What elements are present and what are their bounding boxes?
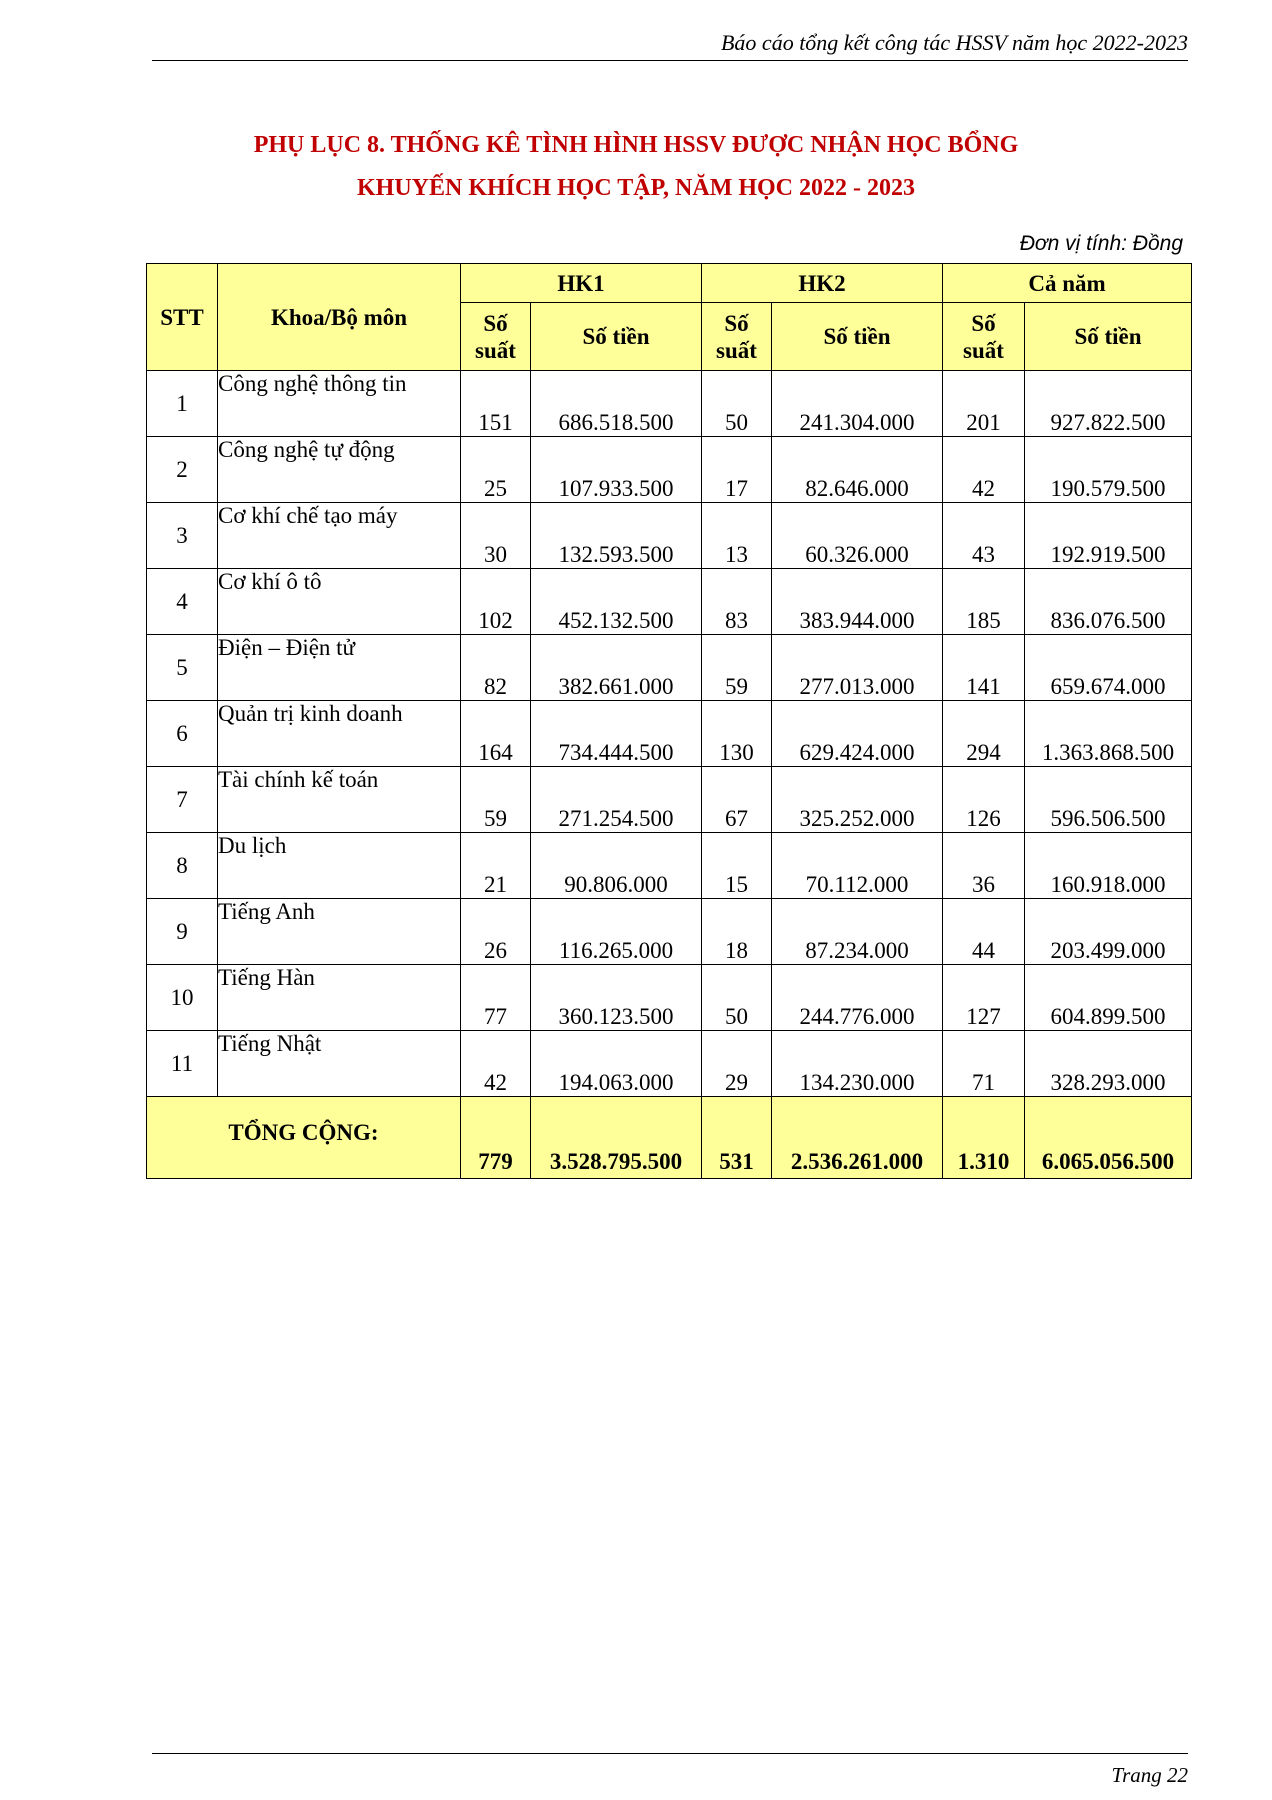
header-hk2-count: Số suất [702, 303, 772, 371]
cell-hk2-amount: 383.944.000 [772, 569, 943, 635]
cell-hk1-count: 151 [461, 371, 531, 437]
cell-dept-name: Tiếng Nhật [218, 1031, 461, 1097]
cell-hk2-count: 18 [702, 899, 772, 965]
cell-year-count: 127 [943, 965, 1025, 1031]
cell-year-amount: 160.918.000 [1025, 833, 1192, 899]
cell-stt: 8 [147, 833, 218, 899]
cell-hk2-amount: 277.013.000 [772, 635, 943, 701]
cell-year-amount: 192.919.500 [1025, 503, 1192, 569]
total-row [147, 1097, 1192, 1179]
cell-stt: 1 [147, 371, 218, 437]
footer-rule [152, 1753, 1188, 1754]
cell-hk2-count: 50 [702, 371, 772, 437]
cell-year-amount: 596.506.500 [1025, 767, 1192, 833]
header-stt: STT [147, 264, 218, 371]
table-row [147, 569, 1192, 635]
unit-note: Đơn vị tính: Đồng [1019, 232, 1183, 255]
header-year: Cả năm [943, 264, 1192, 303]
cell-hk1-amount: 734.444.500 [531, 701, 702, 767]
cell-year-amount: 190.579.500 [1025, 437, 1192, 503]
cell-hk2-count: 50 [702, 965, 772, 1031]
table-row [147, 437, 1192, 503]
cell-hk2-amount: 244.776.000 [772, 965, 943, 1031]
header-hk1-count: Số suất [461, 303, 531, 371]
cell-hk2-count: 17 [702, 437, 772, 503]
cell-dept-name: Quản trị kinh doanh [218, 701, 461, 767]
cell-hk2-count: 130 [702, 701, 772, 767]
cell-year-count: 42 [943, 437, 1025, 503]
cell-hk1-count: 82 [461, 635, 531, 701]
cell-hk2-amount: 629.424.000 [772, 701, 943, 767]
cell-year-count: 185 [943, 569, 1025, 635]
cell-hk1-amount: 271.254.500 [531, 767, 702, 833]
total-year-count: 1.310 [943, 1097, 1025, 1179]
cell-hk1-count: 30 [461, 503, 531, 569]
cell-year-count: 43 [943, 503, 1025, 569]
header-year-count: Số suất [943, 303, 1025, 371]
cell-stt: 7 [147, 767, 218, 833]
cell-year-amount: 927.822.500 [1025, 371, 1192, 437]
cell-hk2-amount: 134.230.000 [772, 1031, 943, 1097]
table-row [147, 701, 1192, 767]
cell-hk2-amount: 241.304.000 [772, 371, 943, 437]
cell-stt: 6 [147, 701, 218, 767]
cell-hk1-count: 59 [461, 767, 531, 833]
total-label: TỔNG CỘNG: [147, 1097, 461, 1179]
page-number: Trang 22 [1111, 1763, 1188, 1787]
cell-stt: 4 [147, 569, 218, 635]
header-hk2-amount: Số tiền [772, 303, 943, 371]
cell-stt: 9 [147, 899, 218, 965]
cell-year-count: 126 [943, 767, 1025, 833]
cell-year-count: 36 [943, 833, 1025, 899]
cell-year-count: 44 [943, 899, 1025, 965]
cell-dept-name: Tiếng Anh [218, 899, 461, 965]
cell-hk1-amount: 686.518.500 [531, 371, 702, 437]
cell-stt: 10 [147, 965, 218, 1031]
cell-hk1-count: 77 [461, 965, 531, 1031]
cell-hk2-amount: 325.252.000 [772, 767, 943, 833]
cell-year-amount: 328.293.000 [1025, 1031, 1192, 1097]
cell-hk1-amount: 132.593.500 [531, 503, 702, 569]
cell-year-count: 294 [943, 701, 1025, 767]
table-body [147, 371, 1192, 1097]
cell-dept-name: Du lịch [218, 833, 461, 899]
total-hk2-count: 531 [702, 1097, 772, 1179]
cell-year-count: 71 [943, 1031, 1025, 1097]
cell-year-count: 141 [943, 635, 1025, 701]
cell-stt: 2 [147, 437, 218, 503]
cell-hk1-amount: 452.132.500 [531, 569, 702, 635]
cell-stt: 11 [147, 1031, 218, 1097]
cell-hk2-count: 13 [702, 503, 772, 569]
cell-hk1-count: 21 [461, 833, 531, 899]
cell-hk2-amount: 70.112.000 [772, 833, 943, 899]
cell-year-amount: 1.363.868.500 [1025, 701, 1192, 767]
header-hk2: HK2 [702, 264, 943, 303]
cell-stt: 3 [147, 503, 218, 569]
cell-dept-name: Điện – Điện tử [218, 635, 461, 701]
cell-hk2-amount: 82.646.000 [772, 437, 943, 503]
cell-year-count: 201 [943, 371, 1025, 437]
scholarship-table [146, 263, 1192, 1179]
header-dept: Khoa/Bộ môn [218, 264, 461, 371]
cell-year-amount: 203.499.000 [1025, 899, 1192, 965]
cell-hk1-count: 26 [461, 899, 531, 965]
cell-hk1-count: 42 [461, 1031, 531, 1097]
cell-hk1-count: 164 [461, 701, 531, 767]
cell-year-amount: 604.899.500 [1025, 965, 1192, 1031]
cell-hk1-amount: 360.123.500 [531, 965, 702, 1031]
cell-hk1-amount: 116.265.000 [531, 899, 702, 965]
cell-hk1-amount: 90.806.000 [531, 833, 702, 899]
cell-hk2-count: 59 [702, 635, 772, 701]
appendix-title-line1: PHỤ LỤC 8. THỐNG KÊ TÌNH HÌNH HSSV ĐƯỢC NHẬN HỌC BỔNG [253, 132, 1019, 158]
total-hk1-amount: 3.528.795.500 [531, 1097, 702, 1179]
cell-hk2-count: 67 [702, 767, 772, 833]
appendix-title-line2: KHUYẾN KHÍCH HỌC TẬP, NĂM HỌC 2022 - 2023 [356, 175, 916, 201]
cell-hk1-count: 102 [461, 569, 531, 635]
cell-hk1-amount: 382.661.000 [531, 635, 702, 701]
total-year-amount: 6.065.056.500 [1025, 1097, 1192, 1179]
table-row [147, 899, 1192, 965]
cell-hk1-amount: 194.063.000 [531, 1031, 702, 1097]
table-row [147, 371, 1192, 437]
table-row [147, 503, 1192, 569]
cell-hk1-count: 25 [461, 437, 531, 503]
table-row [147, 965, 1192, 1031]
cell-dept-name: Tài chính kế toán [218, 767, 461, 833]
header-year-amount: Số tiền [1025, 303, 1192, 371]
cell-hk2-amount: 60.326.000 [772, 503, 943, 569]
cell-hk2-count: 83 [702, 569, 772, 635]
cell-hk2-count: 29 [702, 1031, 772, 1097]
cell-dept-name: Cơ khí ô tô [218, 569, 461, 635]
running-header: Báo cáo tổng kết công tác HSSV năm học 2022-2023 [720, 30, 1188, 55]
cell-dept-name: Công nghệ thông tin [218, 371, 461, 437]
total-hk2-amount: 2.536.261.000 [772, 1097, 943, 1179]
cell-dept-name: Tiếng Hàn [218, 965, 461, 1031]
header-hk1: HK1 [461, 264, 702, 303]
cell-year-amount: 659.674.000 [1025, 635, 1192, 701]
table-row [147, 635, 1192, 701]
header-rule [152, 60, 1188, 61]
table-row [147, 1031, 1192, 1097]
table-row [147, 833, 1192, 899]
cell-hk2-amount: 87.234.000 [772, 899, 943, 965]
total-hk1-count: 779 [461, 1097, 531, 1179]
cell-hk2-count: 15 [702, 833, 772, 899]
header-row-1 [147, 264, 1192, 303]
cell-dept-name: Công nghệ tự động [218, 437, 461, 503]
cell-year-amount: 836.076.500 [1025, 569, 1192, 635]
cell-hk1-amount: 107.933.500 [531, 437, 702, 503]
cell-dept-name: Cơ khí chế tạo máy [218, 503, 461, 569]
cell-stt: 5 [147, 635, 218, 701]
header-hk1-amount: Số tiền [531, 303, 702, 371]
table-row [147, 767, 1192, 833]
